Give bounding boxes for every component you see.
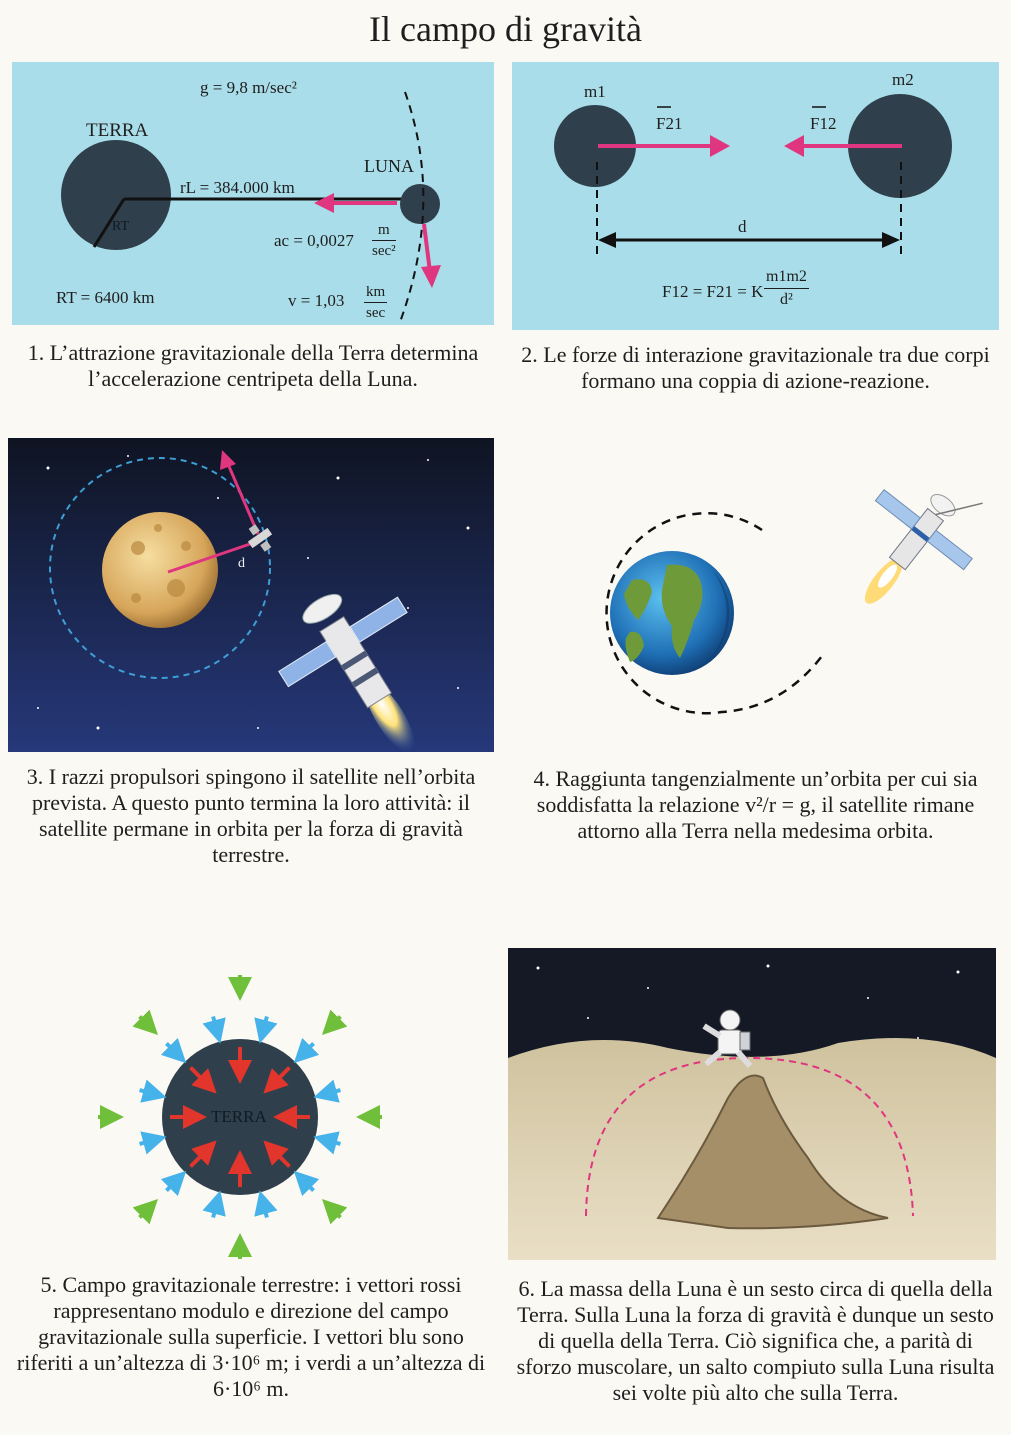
blue-field-vector: [302, 1043, 313, 1054]
radius-symbol: RT: [112, 219, 130, 234]
earth-label: TERRA: [86, 120, 149, 141]
velocity-arrow: [424, 224, 430, 272]
force-21-label: F21: [656, 114, 683, 133]
gravity-value-label: g = 9,8 m/sec²: [200, 78, 297, 97]
blue-field-vector: [263, 1202, 267, 1217]
force-21-arrowhead: [710, 135, 730, 157]
blue-field-vector: [166, 1043, 177, 1054]
blue-field-vector: [166, 1179, 177, 1190]
page-title: Il campo di gravità: [369, 9, 642, 49]
caption-5: 5. Campo gravitazionale terrestre: i vettori rossi rappresentano modulo e direzione del campo gravitazionale sulla superficie. I vettori blu sono riferiti a un’altezza di 3·10⁶ m; i verdi a un’altezza di 6·10⁶ m.: [16, 1272, 486, 1401]
caption-4: 4. Raggiunta tangenzialmente un’orbita per cui sia soddisfatta la relazione v²/r = g, il satellite rimane attorno alla Terra nella medesima orbita.: [533, 766, 978, 843]
formula-left: F12 = F21 = K: [662, 282, 764, 301]
panel-orbit-illustration: [512, 470, 999, 750]
blue-field-vector: [213, 1202, 217, 1217]
mass-1-label: m1: [584, 82, 606, 101]
moon-disc: [400, 184, 440, 224]
caption-1: 1. L’attrazione gravitazionale della Terra determina l’accelerazione centripeta della Luna.: [27, 340, 479, 391]
orbit-radius-label: d: [238, 556, 245, 571]
satellite-with-thruster: [822, 470, 999, 637]
panel-moon-jump-illustration: [508, 948, 996, 1260]
green-field-vector: [331, 1208, 341, 1218]
earth-radius-value: RT = 6400 km: [56, 288, 155, 307]
blue-field-vector: [325, 1140, 340, 1144]
caption-3: 3. I razzi propulsori spingono il satellite nell’orbita prevista. A questo punto termina la loro attività: il satellite permane in orbita per la forza di gravità terrestre.: [26, 764, 476, 867]
green-field-vector: [140, 1017, 150, 1027]
night-sky: [8, 438, 494, 752]
formula-fraction: [764, 266, 809, 311]
blue-field-vector: [140, 1140, 155, 1144]
orbit-drawing: [512, 470, 999, 750]
panel-two-bodies-diagram: [512, 62, 999, 330]
acceleration-unit-numerator: m: [372, 220, 396, 241]
acceleration-unit-denominator: sec²: [372, 243, 396, 259]
stars: [537, 965, 960, 1040]
distance-label: d: [738, 217, 747, 236]
moon-jump-drawing: [508, 948, 996, 1260]
velocity-unit: [364, 282, 387, 323]
blue-field-vector: [302, 1179, 313, 1190]
velocity-arrowhead: [421, 265, 441, 288]
formula-denominator: d²: [780, 291, 793, 308]
moon-label: LUNA: [364, 156, 414, 176]
formula-numerator: m1m2: [764, 266, 809, 289]
mass-2-label: m2: [892, 70, 914, 89]
panel-satellite-launch-illustration: [8, 438, 494, 752]
acceleration-unit: [372, 220, 396, 261]
panel-gravity-field-illustration: [80, 965, 410, 1260]
centripetal-arrowhead: [314, 193, 334, 213]
blue-field-vector: [325, 1090, 340, 1094]
force-12-arrowhead: [784, 135, 804, 157]
blue-field-vector: [140, 1090, 155, 1094]
velocity-unit-numerator: km: [364, 282, 387, 303]
satellite-launch-drawing: [8, 438, 494, 752]
caption-2: 2. Le forze di interazione gravitazionale tra due corpi formano una coppia di azione-reazione.: [521, 342, 990, 393]
blue-field-vector: [263, 1017, 267, 1032]
force-12-label: F12: [810, 114, 837, 133]
distance-label: rL = 384.000 km: [180, 178, 295, 197]
distance-arrowhead-left: [598, 232, 616, 248]
caption-6: 6. La massa della Luna è un sesto circa di quella della Terra. Sulla Luna la forza di gravità è dunque un sesto di quella della Terra. Ciò significa che, a parità di sforzo muscolare, un salto compiuto sulla Luna risulta sei volte più alto che sulla Terra.: [516, 1276, 995, 1405]
velocity-unit-denominator: sec: [366, 305, 386, 321]
velocity-label: v = 1,03: [288, 291, 345, 310]
green-field-vector: [331, 1017, 341, 1027]
panel-earth-moon-diagram: [12, 62, 494, 325]
green-field-vector: [140, 1208, 150, 1218]
blue-field-vector: [213, 1017, 217, 1032]
earth-label: TERRA: [211, 1107, 267, 1126]
distance-arrowhead-right: [882, 232, 900, 248]
acceleration-label: ac = 0,0027: [274, 231, 354, 250]
